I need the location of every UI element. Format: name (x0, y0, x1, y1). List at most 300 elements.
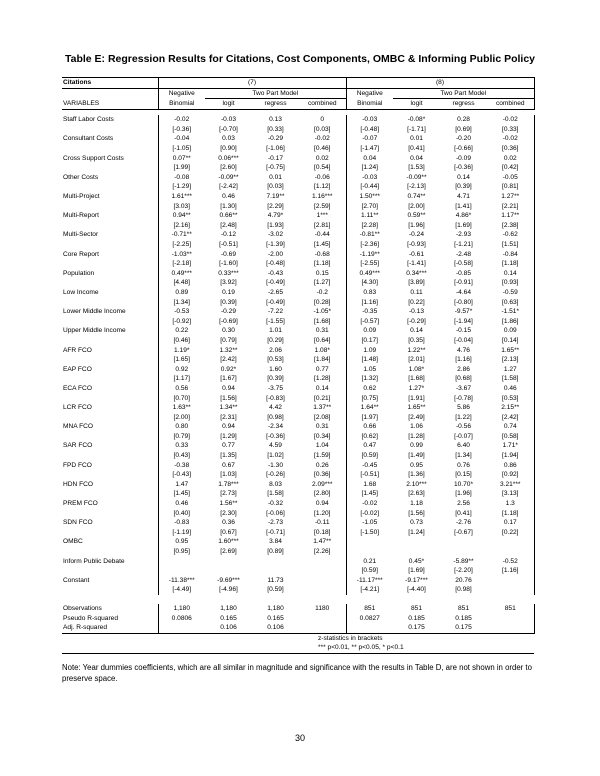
table-cell: 0.13 (269, 116, 282, 124)
table-cell: [0.81] (487, 182, 534, 192)
row-label (62, 221, 158, 231)
table-row-zstat (62, 259, 534, 269)
table-cell: [-1.19] (158, 528, 205, 538)
table-cell: [0.89] (267, 548, 284, 555)
table-cell: -0.06 (314, 173, 330, 181)
table-cell: [1.16] (487, 566, 534, 576)
table-cell: [0.39] (455, 183, 472, 191)
table-cell: [-4.96] (219, 586, 238, 594)
header-negative-7: Negative (158, 88, 205, 99)
table-cell: [2.28] (346, 221, 393, 231)
table-cell: [0.22] (408, 298, 425, 306)
table-cell: [2.42] (220, 356, 237, 364)
row-label: Observations (63, 604, 102, 612)
table-cell: [-0.04] (454, 336, 473, 344)
table-cell: -2.93 (455, 231, 472, 239)
table-cell: 1.60*** (218, 538, 239, 546)
header-row-columns (62, 99, 534, 110)
table-cell: -0.08* (407, 116, 426, 124)
table-cell: -9.17*** (405, 576, 428, 584)
table-cell: [1.69] (455, 221, 472, 229)
table-cell: 0.86 (487, 461, 534, 471)
table-cell: 1.64** (346, 403, 393, 413)
table-cell: [-0.44] (346, 182, 393, 192)
table-cell: 0.106 (205, 623, 252, 633)
table-row-coef (62, 134, 534, 144)
table-row-coef (62, 403, 534, 413)
table-cell: 1.08* (314, 346, 330, 354)
table-cell: [0.63] (487, 298, 534, 308)
table-cell: 851 (346, 604, 393, 614)
table-cell: 0.67 (222, 461, 235, 469)
table-cell: [2.59] (314, 202, 331, 210)
table-cell: 0.46 (222, 193, 235, 201)
table-cell: -0.29 (267, 135, 284, 143)
row-label: MNA FCO (63, 423, 94, 431)
row-label: EAP FCO (63, 365, 92, 373)
table-cell: [1.18] (487, 259, 534, 269)
table-cell (346, 537, 393, 547)
table-cell: -0.07 (346, 134, 393, 144)
table-cell: [-2.55] (346, 259, 393, 269)
row-label: Lower Middle Income (63, 308, 126, 316)
table-cell: [1.96] (455, 490, 472, 498)
table-cell: [1.65] (158, 355, 205, 365)
table-cell: -1.03** (158, 250, 205, 260)
table-cell: -1.51* (487, 307, 534, 317)
table-cell: -7.22 (267, 308, 284, 316)
table-cell: 0.33 (158, 441, 205, 451)
table-cell: 1.34** (219, 404, 238, 412)
table-row-coef (62, 154, 534, 164)
row-label (62, 374, 158, 384)
table-title: Table E: Regression Results for Citations, Cost Components, OMBC & Informing Public Policy (64, 53, 536, 65)
table-cell: -0.03 (346, 115, 393, 125)
header-binomial-7: Binomial (158, 99, 205, 110)
table-cell (440, 537, 487, 547)
table-cell: -5.89** (453, 557, 474, 565)
header-regress-8: regress (440, 99, 487, 110)
table-cell: [2.81] (314, 221, 331, 229)
table-cell: 0.15 (315, 269, 329, 277)
table-cell: -0.11 (314, 519, 330, 527)
table-row-zstat (62, 585, 534, 595)
table-cell: [-0.29] (407, 317, 426, 325)
table-cell: [1.03] (220, 471, 237, 479)
table-row-coef (62, 384, 534, 394)
table-cell: 1.63** (158, 403, 205, 413)
table-cell: [1.30] (220, 202, 237, 210)
table-cell: [-0.06] (266, 509, 285, 517)
table-cell: 1.65** (407, 404, 426, 412)
table-cell: [-2.42] (219, 183, 238, 191)
table-cell: 0.66** (219, 212, 238, 220)
table-cell: [0.34] (314, 432, 331, 440)
table-cell: 1,180 (220, 604, 237, 612)
table-cell: 0.02 (487, 154, 534, 164)
table-cell: [0.92] (487, 470, 534, 480)
row-label (62, 470, 158, 480)
row-label: Multi-Sector (63, 231, 99, 239)
header-group-8: (8) (346, 78, 534, 89)
table-cell (487, 537, 534, 547)
row-label (62, 259, 158, 269)
table-cell: 1.56** (219, 500, 238, 508)
table-cell: 1.16*** (311, 193, 333, 201)
table-cell: 0.17 (487, 518, 534, 528)
table-cell: 0.94** (158, 211, 205, 221)
footer-sig: *** p<0.01, ** p<0.05, * p<0.1 (252, 643, 534, 653)
table-cell: -0.05 (487, 173, 534, 183)
row-label: ECA FCO (63, 384, 92, 392)
row-label: Upper Middle Income (63, 327, 126, 335)
table-cell: [0.39] (267, 375, 284, 383)
table-cell (299, 585, 346, 595)
table-cell: [2.73] (220, 490, 237, 498)
row-label: Inform Public Debate (63, 557, 125, 565)
table-cell: [1.02] (267, 452, 284, 460)
table-cell: 1.78*** (218, 480, 239, 488)
table-cell: 1.60 (269, 365, 282, 373)
row-label: Pseudo R-squared (63, 614, 118, 622)
table-cell: -4.64 (455, 288, 472, 296)
table-cell: [2.70] (346, 202, 393, 212)
table-cell: -0.59 (487, 288, 534, 298)
table-row-zstat (62, 240, 534, 250)
table-cell: [0.79] (158, 432, 205, 442)
table-cell (299, 557, 346, 567)
table-cell: [0.95] (158, 547, 205, 557)
row-label: Consultant Costs (63, 135, 114, 143)
table-cell: -0.09** (406, 173, 427, 181)
table-cell: -0.2 (316, 288, 328, 296)
table-cell: [-1.50] (346, 528, 393, 538)
table-cell: [-0.80] (454, 298, 473, 306)
table-cell: [0.90] (220, 145, 237, 153)
table-cell: 0.33*** (218, 269, 239, 277)
table-row-zstat (62, 394, 534, 404)
table-row-coef (62, 557, 534, 567)
table-cell: -0.85 (455, 269, 472, 277)
table-cell: [1.24] (408, 528, 425, 536)
table-cell (487, 547, 534, 557)
table-cell: [0.41] (455, 509, 472, 517)
table-cell: 0.77 (315, 365, 329, 373)
table-cell: [0.33] (267, 125, 284, 133)
table-row-coef (62, 173, 534, 183)
row-label: Staff Labor Costs (63, 116, 114, 124)
table-cell (487, 585, 534, 595)
table-cell (393, 537, 440, 547)
table-cell: [1.27] (314, 279, 331, 287)
table-row-coef (62, 499, 534, 509)
table-cell: [-2.18] (158, 259, 205, 269)
table-cell: -0.09 (455, 154, 472, 162)
table-cell: 0.165 (267, 614, 284, 622)
table-cell: [-0.75] (266, 164, 285, 172)
table-cell: 3.21*** (487, 480, 534, 490)
table-cell: [-0.69] (219, 317, 238, 325)
header-citations: Citations (62, 78, 158, 89)
table-cell: [-2.13] (407, 183, 426, 191)
table-cell: -0.09** (218, 173, 239, 181)
table-cell: 0.03 (222, 135, 235, 143)
table-cell: [-0.78] (454, 394, 473, 402)
table-cell: -1.19** (346, 250, 393, 260)
table-cell: 1.68 (346, 480, 393, 490)
table-cell: [-0.71] (266, 528, 285, 536)
table-cell: 10.70* (453, 480, 474, 488)
table-cell: -0.02 (487, 134, 534, 144)
table-cell: 0.175 (440, 623, 487, 633)
table-cell (487, 614, 534, 624)
table-cell: 0.34*** (406, 269, 427, 277)
table-cell: [1.56] (220, 394, 237, 402)
table-cell: -0.83 (158, 518, 205, 528)
table-cell (205, 557, 252, 567)
table-cell: -0.69 (220, 250, 237, 258)
table-cell: [0.98] (455, 586, 472, 594)
table-cell: [-0.67] (454, 528, 473, 536)
table-cell: 1.11** (346, 211, 393, 221)
table-cell: [0.22] (487, 528, 534, 538)
table-cell: [1.20] (314, 509, 331, 517)
table-footer-row (62, 643, 534, 653)
table-cell: 0.21 (346, 557, 393, 567)
table-cell: [2.49] (408, 413, 425, 421)
table-cell: 0.175 (393, 623, 440, 633)
table-cell: 0.46 (158, 499, 205, 509)
row-label: Low Income (63, 288, 99, 296)
table-cell: [2.26] (314, 548, 331, 555)
table-cell: [-0.57] (346, 317, 393, 327)
table-cell (346, 623, 393, 633)
footer-zstat: z-statistics in brackets (318, 634, 383, 642)
table-cell: -2.65 (267, 288, 284, 296)
table-cell (393, 547, 440, 557)
row-label: Constant (63, 576, 90, 584)
table-cell: 1.08* (408, 365, 425, 373)
table-cell: 2.86 (457, 365, 470, 373)
table-cell: [1.69] (408, 567, 425, 575)
table-row-zstat (62, 317, 534, 327)
table-cell: [-0.51] (219, 241, 238, 248)
table-cell (299, 614, 346, 624)
table-cell: [1.34] (455, 452, 472, 460)
table-row-zstat (62, 221, 534, 231)
table-cell: 0.04 (410, 154, 423, 162)
table-cell (299, 566, 346, 576)
table-cell: -0.15 (455, 327, 472, 335)
table-row-coef (62, 211, 534, 221)
table-cell: [-0.48] (266, 260, 285, 268)
table-cell: [0.18] (314, 528, 331, 536)
table-cell: -0.68 (314, 250, 330, 258)
table-cell: 11.73 (267, 576, 284, 584)
table-cell (487, 576, 534, 586)
table-cell: [-0.43] (158, 470, 205, 480)
table-cell: 0.89 (158, 288, 205, 298)
table-cell: 4.42 (269, 404, 282, 412)
table-cell: [-1.94] (454, 317, 473, 325)
table-cell: [0.42] (487, 163, 534, 173)
table-row-coef (62, 346, 534, 356)
table-cell: -0.12 (220, 231, 237, 239)
table-cell: -0.08 (158, 173, 205, 183)
table-cell: 0.76 (457, 461, 470, 469)
table-cell: [0.33] (487, 125, 534, 135)
table-cell: -0.02 (346, 499, 393, 509)
row-label (62, 509, 158, 519)
row-label: FPD FCO (63, 461, 92, 469)
table-row-zstat (62, 163, 534, 173)
table-cell: [2.16] (158, 221, 205, 231)
table-cell: [1.17] (158, 374, 205, 384)
table-cell: [1.28] (408, 432, 425, 440)
table-cell: 0.09 (487, 326, 534, 336)
table-cell: -0.45 (346, 461, 393, 471)
table-cell: 2.06 (269, 346, 282, 354)
header-logit-8: logit (393, 99, 440, 110)
table-cell: 1.50*** (346, 192, 393, 202)
table-cell: -0.71** (158, 230, 205, 240)
table-cell: [1.58] (267, 490, 284, 498)
table-cell: 0.66 (346, 422, 393, 432)
table-cell: [0.58] (487, 432, 534, 442)
table-cell: 1.18 (410, 500, 423, 508)
table-cell: [1.18] (314, 260, 331, 268)
row-label (62, 528, 158, 538)
table-cell: [0.69] (455, 125, 472, 133)
table-cell: 0.28 (457, 116, 470, 124)
table-cell: [-4.49] (158, 585, 205, 595)
table-row-zstat (62, 125, 534, 135)
table-row-coef (62, 230, 534, 240)
table-cell: -0.81** (346, 230, 393, 240)
table-cell: [0.53] (267, 356, 284, 364)
table-cell: -3.02 (267, 231, 284, 239)
table-cell: -0.02 (314, 135, 330, 143)
table-cell: [1.36] (408, 471, 425, 479)
table-cell: [1.56] (408, 509, 425, 517)
table-row-zstat (62, 298, 534, 308)
table-cell: [1.29] (220, 432, 237, 440)
table-cell: [1.97] (346, 413, 393, 423)
table-cell: -0.35 (346, 307, 393, 317)
table-cell: -0.44 (314, 231, 330, 239)
table-cell: [-0.66] (454, 145, 473, 153)
table-cell: 0.73 (410, 519, 423, 527)
table-cell: [1.53] (408, 164, 425, 172)
table-cell: 1.06 (410, 423, 423, 431)
table-cell: [-0.93] (407, 241, 426, 248)
table-row-zstat (62, 278, 534, 288)
table-cell: 1.47** (313, 538, 332, 546)
table-cell: [-2.36] (346, 240, 393, 250)
row-label (62, 432, 158, 442)
table-cell: [0.59] (346, 451, 393, 461)
table-cell: [1.94] (487, 451, 534, 461)
table-cell: -1.05 (346, 518, 393, 528)
table-cell: 0.01 (269, 173, 282, 181)
header-binomial-8: Binomial (346, 99, 393, 110)
table-cell: 1.32** (219, 346, 238, 354)
table-cell: 2.56 (457, 500, 470, 508)
table-cell: 1,180 (158, 604, 205, 614)
table-cell: [0.46] (158, 336, 205, 346)
table-row-zstat (62, 470, 534, 480)
table-cell: -0.02 (158, 115, 205, 125)
table-cell: 4.76 (457, 346, 470, 354)
table-cell: [0.21] (314, 394, 331, 402)
table-cell: 1.01 (269, 327, 282, 335)
table-cell: [-0.51] (346, 470, 393, 480)
row-label (62, 182, 158, 192)
row-label (62, 125, 158, 135)
table-cell: -0.53 (158, 307, 205, 317)
row-label (62, 163, 158, 173)
table-cell: 7.19** (266, 193, 285, 201)
table-row-coef (62, 441, 534, 451)
table-cell: -0.62 (487, 230, 534, 240)
table-row-zstat (62, 413, 534, 423)
table-cell: 0.95 (158, 537, 205, 547)
table-cell: 0.14 (315, 384, 329, 392)
table-row-zstat (62, 374, 534, 384)
table-row-coef (62, 115, 534, 125)
table-cell: [0.98] (267, 413, 284, 421)
table-cell: [-0.48] (346, 125, 393, 135)
table-cell: [-1.60] (219, 260, 238, 268)
table-cell: [2.31] (220, 413, 237, 421)
row-label: AFR FCO (63, 346, 92, 354)
table-cell: [-1.55] (266, 317, 285, 325)
table-cell: [3.92] (220, 279, 237, 287)
table-cell: [0.41] (408, 145, 425, 153)
table-cell: [1.58] (487, 374, 534, 384)
table-row-coef (62, 518, 534, 528)
table-cell: [1.41] (455, 202, 472, 210)
table-cell: [0.39] (220, 298, 237, 306)
table-cell: 2.09*** (311, 480, 333, 488)
table-cell: 4.71 (457, 193, 470, 201)
table-cell: 6.40 (457, 442, 470, 450)
table-cell: [2.69] (220, 548, 237, 555)
table-row-zstat (62, 528, 534, 538)
header-two-part-7: Two Part Model (205, 88, 346, 99)
table-row-coef (62, 422, 534, 432)
table-cell: [2.48] (220, 221, 237, 229)
row-label (62, 144, 158, 154)
table-cell: 0.77 (222, 442, 235, 450)
table-cell: [1.12] (314, 183, 331, 191)
header-negative-8: Negative (346, 88, 393, 99)
table-cell: -11.17*** (346, 576, 393, 586)
table-cell: [1.96] (408, 221, 425, 229)
table-cell: 0.94 (222, 423, 235, 431)
row-label (62, 355, 158, 365)
table-row-coef (62, 461, 534, 471)
table-cell: [1.35] (220, 452, 237, 460)
table-cell: [-0.49] (266, 298, 285, 306)
table-cell: [2.00] (408, 202, 425, 210)
table-cell: [1.32] (346, 374, 393, 384)
table-cell: [1.84] (314, 356, 331, 364)
table-cell: [-1.47] (346, 144, 393, 154)
table-cell: [0.54] (314, 164, 331, 172)
table-cell: [0.53] (487, 394, 534, 404)
row-label: OMBC (63, 538, 83, 546)
